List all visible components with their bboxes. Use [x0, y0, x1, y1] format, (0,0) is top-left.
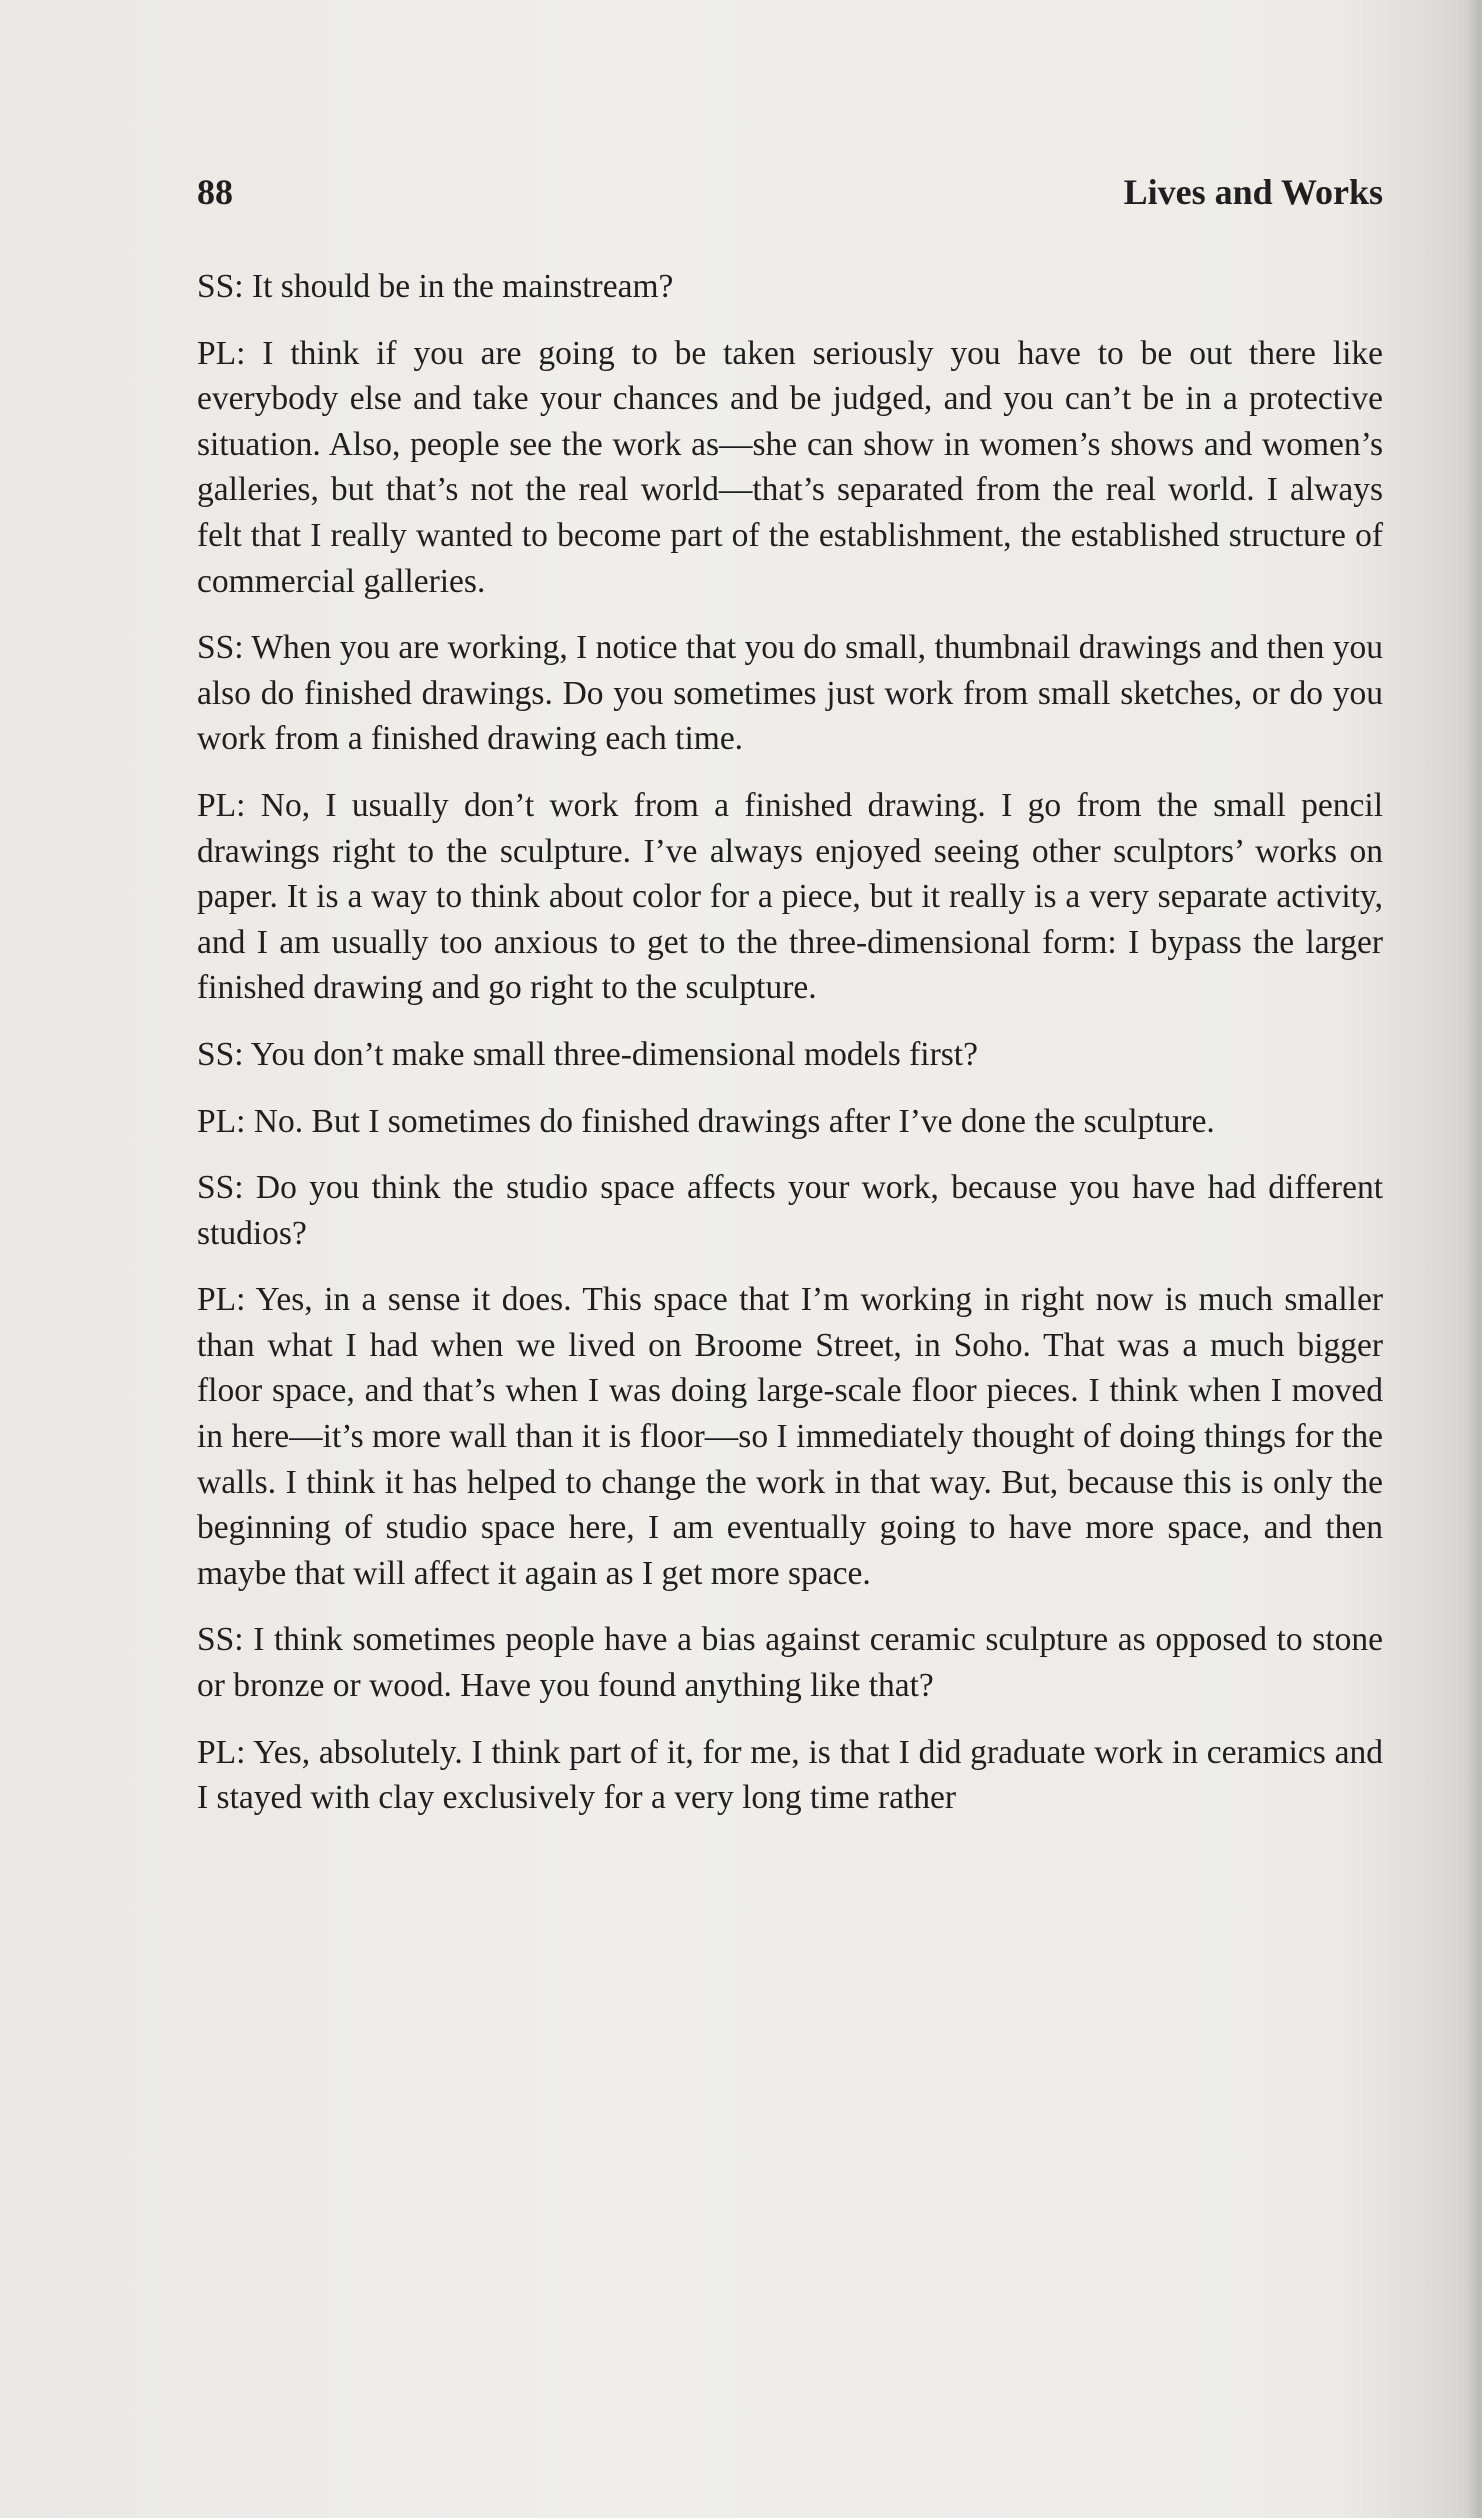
paragraph: SS: I think sometimes people have a bias against ceramic sculpture as opposed to stone or bronze or wood. Have you found anything like that?: [197, 1621, 1383, 1705]
paragraph: PL: Yes, in a sense it does. This space that I’m working in right now is much smaller than what I had when we lived on Broome Street, in Soho. That was a much bigger floor space, and that’s when I was doing large-scale floor pieces. I think when I moved in here—it’s more wall than it is floor—so I immediately thought of doing things for the walls. I think it has helped to change the work in that way. But, because this is only the beginning of studio space here, I am eventually going to have more space, and then maybe that will affect it again as I get more space.: [197, 1281, 1383, 1592]
paragraph: SS: Do you think the studio space affects your work, because you have had different studios?: [197, 1169, 1383, 1252]
page-edge-shadow: [1468, 0, 1482, 2518]
paragraph: SS: It should be in the mainstream?: [197, 268, 674, 305]
paragraph: PL: No. But I sometimes do finished drawings after I’ve done the sculpture.: [197, 1102, 1215, 1140]
paragraph: PL: No, I usually don’t work from a finished drawing. I go from the small pencil drawings right to the sculpture. I’ve always enjoyed seeing other sculptors’ works on paper. It is a way to think about color for a piece, but it really is a very separate activity, and I am usually too anxious to get to the three-dimensional form: I bypass the larger finished drawing and go right to the sculpture.: [197, 786, 1383, 1007]
running-header: [197, 164, 1383, 220]
paragraph: PL: Yes, absolutely. I think part of it, for me, is that I did graduate work in ceramics and I stayed with clay exclusively for a very long time rather: [197, 1733, 1383, 1817]
paragraph: SS: You don’t make small three-dimensional models first?: [197, 1035, 978, 1073]
page-number: 88: [197, 172, 233, 212]
interview-text: [197, 264, 1383, 1842]
paragraph: PL: I think if you are going to be taken seriously you have to be out there like everybody else and take your chances and be judged, and you can’t be in a protective situation. Also, people see the work as—she can show in women’s shows and women’s galleries, but that’s not the real world—that’s separated from the real world. I always felt that I really wanted to become part of the establishment, the established structure of commercial galleries.: [197, 334, 1383, 600]
paragraph: SS: When you are working, I notice that you do small, thumbnail drawings and then you also do finished drawings. Do you sometimes just work from small sketches, or do you work from a finished drawing each time.: [197, 629, 1383, 758]
running-title: Lives and Works: [1123, 172, 1383, 212]
